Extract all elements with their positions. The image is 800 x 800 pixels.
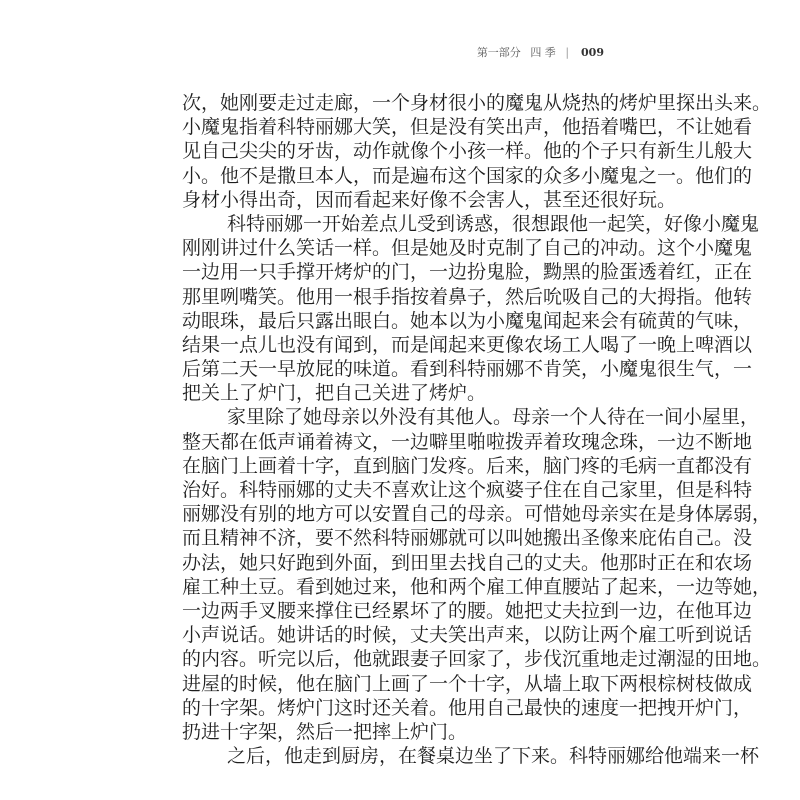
text-line: 丽娜没有别的地方可以安置自己的母亲。可惜她母亲实在是身体孱弱，: [182, 503, 772, 526]
paragraph: [182, 744, 760, 768]
text-line: 小。他不是撒旦本人，而是遍布这个国家的众多小魔鬼之一。他们的: [182, 164, 753, 187]
text-line: 雇工种土豆。看到她过来，他和两个雇工伸直腰站了起来，一边等她，: [182, 575, 772, 598]
text-line: 整天都在低声诵着祷文，一边噼里啪啦拨弄着玫瑰念珠，一边不断地: [182, 430, 753, 453]
paragraph: [182, 405, 772, 744]
paragraph: [182, 91, 772, 212]
text-line: 扔进十字架，然后一把摔上炉门。: [182, 720, 468, 743]
text-line: 治好。科特丽娜的丈夫不喜欢让这个疯婆子住在自己家里，但是科特: [182, 479, 753, 501]
text-line: 的十字架。烤炉门这时还关着。他用自己最快的速度一把拽开炉门，: [182, 696, 753, 719]
text-line: 动眼珠，最后只露出眼白。她本以为小魔鬼闻起来会有硫黄的气味，: [182, 309, 753, 332]
part-title: 第一部分: [476, 46, 521, 59]
text-line: 一边两手叉腰来撑住已经累坏了的腰。她把丈夫拉到一边，在他耳边: [182, 599, 753, 622]
text-line: 刚刚讲过什么笑话一样。但是她及时克制了自己的冲动。这个小魔鬼: [182, 237, 753, 260]
text-line: 在脑门上画着十字，直到脑门发疼。后来，脑门疼的毛病一直都没有: [182, 454, 753, 477]
running-header: [471, 44, 604, 60]
text-line: 的内容。听完以后，他就跟妻子回家了，步伐沉重地走过潮湿的田地。: [182, 648, 772, 671]
page-number: 009: [581, 46, 604, 59]
text-line: 那里咧嘴笑。他用一根手指按着鼻子，然后吮吸自己的大拇指。他转: [182, 285, 753, 308]
text-line: 办法，她只好跑到外面，到田里去找自己的丈夫。他那时正在和农场: [182, 551, 753, 574]
section-title: 四 季: [530, 46, 556, 59]
text-line: 家里除了她母亲以外没有其他人。母亲一个人待在一间小屋里，: [227, 406, 760, 429]
text-line: 身材小得出奇，因而看起来好像不会害人，甚至还很好玩。: [182, 188, 677, 211]
header-divider: |: [565, 46, 570, 59]
text-line: 把关上了炉门，把自己关进了烤炉。: [182, 382, 487, 405]
body-text: [182, 91, 772, 768]
text-line: 之后，他走到厨房，在餐桌边坐了下来。科特丽娜给他端来一杯: [227, 745, 760, 768]
text-line: 而且精神不济，要不然科特丽娜就可以叫她搬出圣像来庇佑自己。没: [182, 527, 753, 550]
text-line: 进屋的时候，他在脑门上画了一个十字，从墙上取下两根棕树枝做成: [182, 672, 753, 695]
paragraph: [182, 212, 760, 406]
text-line: 一边用一只手撑开烤炉的门，一边扮鬼脸，黝黑的脸蛋透着红，正在: [182, 261, 753, 284]
text-line: 次，她刚要走过走廊，一个身材很小的魔鬼从烧热的烤炉里探出头来。: [182, 92, 772, 114]
text-line: 见自己尖尖的牙齿，动作就像个小孩一样。他的个子只有新生儿般大: [182, 140, 753, 163]
text-line: 后第二天一早放屁的味道。看到科特丽娜不肯笑，小魔鬼很生气，一: [182, 358, 753, 381]
text-line: 科特丽娜一开始差点儿受到诱惑，很想跟他一起笑，好像小魔鬼: [227, 212, 760, 235]
text-line: 结果一点儿也没有闻到，而是闻起来更像农场工人喝了一晚上啤酒以: [182, 333, 753, 356]
text-line: 小声说话。她讲话的时候，丈夫笑出声来，以防让两个雇工听到说话: [182, 624, 753, 647]
text-line: 小魔鬼指着科特丽娜大笑，但是没有笑出声，他捂着嘴巴，不让她看: [182, 116, 753, 139]
